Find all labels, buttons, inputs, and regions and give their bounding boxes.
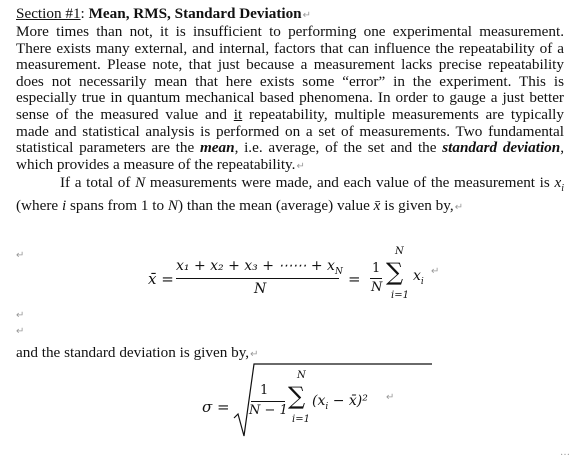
return-mark-icon: ↵ [250, 349, 259, 360]
mean-sum-bottom: i=1 [391, 290, 409, 301]
std-frac-num: 1 [260, 383, 269, 398]
p2-xbar: x̄ [373, 196, 381, 214]
p2-a: If a total of [60, 174, 136, 192]
para1-text-b: repeatability, multiple measurements are typically made and statistical analysis is performed on a set of measurements. Two fundamental statistical parameters are the [16, 105, 564, 157]
p2-e: ) than the mean (average) value [178, 196, 374, 214]
p2-x: x [554, 174, 562, 192]
sigma-sum-icon: ∑ [386, 258, 404, 286]
mean-fraction-bar [176, 278, 339, 279]
page-continuation-mark: … [560, 447, 570, 458]
return-mark-icon: ↵ [302, 10, 312, 21]
section-colon: : [80, 5, 89, 22]
section-title: Mean, RMS, Standard Deviation [88, 5, 302, 22]
return-mark-icon: ↵ [431, 266, 440, 277]
mean-numerator-sub: N [334, 266, 343, 277]
mean-lhs: x̄ = [148, 270, 174, 288]
mean-denominator: N [254, 281, 267, 297]
paragraph-measurements [16, 175, 564, 216]
mean-sum-top: N [395, 246, 404, 257]
std-term-a: (x [312, 393, 326, 409]
para1-text-c: , i.e. average, of the set and the [234, 139, 443, 157]
mean-numerator [176, 258, 343, 277]
std-intro-text: and the standard deviation is given by, [16, 344, 250, 361]
para1-text-d: , which provides a measure of the repeatability. [16, 139, 564, 173]
return-mark-icon: ↵ [16, 250, 25, 261]
mean-frac-bar [370, 278, 382, 279]
p2-d: spans from 1 to [66, 196, 168, 214]
mean-equals: = [348, 270, 361, 288]
std-term-b: − x̄)² [328, 393, 368, 409]
sigma-sum-icon: ∑ [288, 382, 306, 410]
p2-i: i [61, 196, 67, 214]
p2-c: (where [16, 196, 62, 214]
mean-frac-den: N [371, 280, 383, 295]
term-standard-deviation: standard deviation [442, 139, 561, 157]
mean-sum-term-sub: i [420, 276, 424, 287]
mean-sum-term-x: x [413, 268, 421, 284]
p2-N2: N [167, 196, 179, 214]
paragraph-intro [16, 24, 564, 217]
std-frac-bar [251, 401, 285, 402]
return-mark-icon: ↵ [16, 326, 25, 337]
std-frac-den: N − 1 [249, 403, 288, 418]
std-lhs: σ = [202, 398, 230, 416]
std-sum-top: N [297, 370, 306, 381]
std-term [312, 393, 368, 412]
p2-b: measurements were made, and each value of the measurement is [145, 174, 555, 192]
section-heading [16, 6, 564, 25]
mean-numerator-text: x₁ + x₂ + x₃ + ⋯⋯ + x [176, 258, 335, 274]
mean-frac-num: 1 [372, 261, 381, 276]
p2-i-sub: i [561, 183, 564, 195]
p2-N: N [135, 174, 146, 192]
para1-text-it: it [233, 105, 243, 123]
mean-sum-term [413, 268, 424, 287]
para1-text-a: More times than not, it is insufficient to performing one experimental measurement. There exists many external, and internal, factors that can influence the repeatability of a measurement. Please note, that just because a measurement lacks precise repeatability does not necessarily mean that here exists some “error” in the experiment. This is especially true in quantum mechanical based phenomena. In order to gauge a just better sense of the measured value and [16, 23, 564, 123]
section-label: Section #1 [16, 5, 81, 22]
std-sum-bottom: i=1 [292, 414, 310, 425]
std-term-sub: i [325, 401, 329, 412]
term-mean: mean [199, 139, 235, 157]
return-mark-icon: ↵ [454, 201, 464, 213]
return-mark-icon: ↵ [296, 160, 305, 172]
p2-f: is given by, [380, 196, 454, 214]
return-mark-icon: ↵ [16, 310, 25, 321]
return-mark-icon: ↵ [386, 392, 395, 403]
std-intro-line [16, 344, 259, 362]
